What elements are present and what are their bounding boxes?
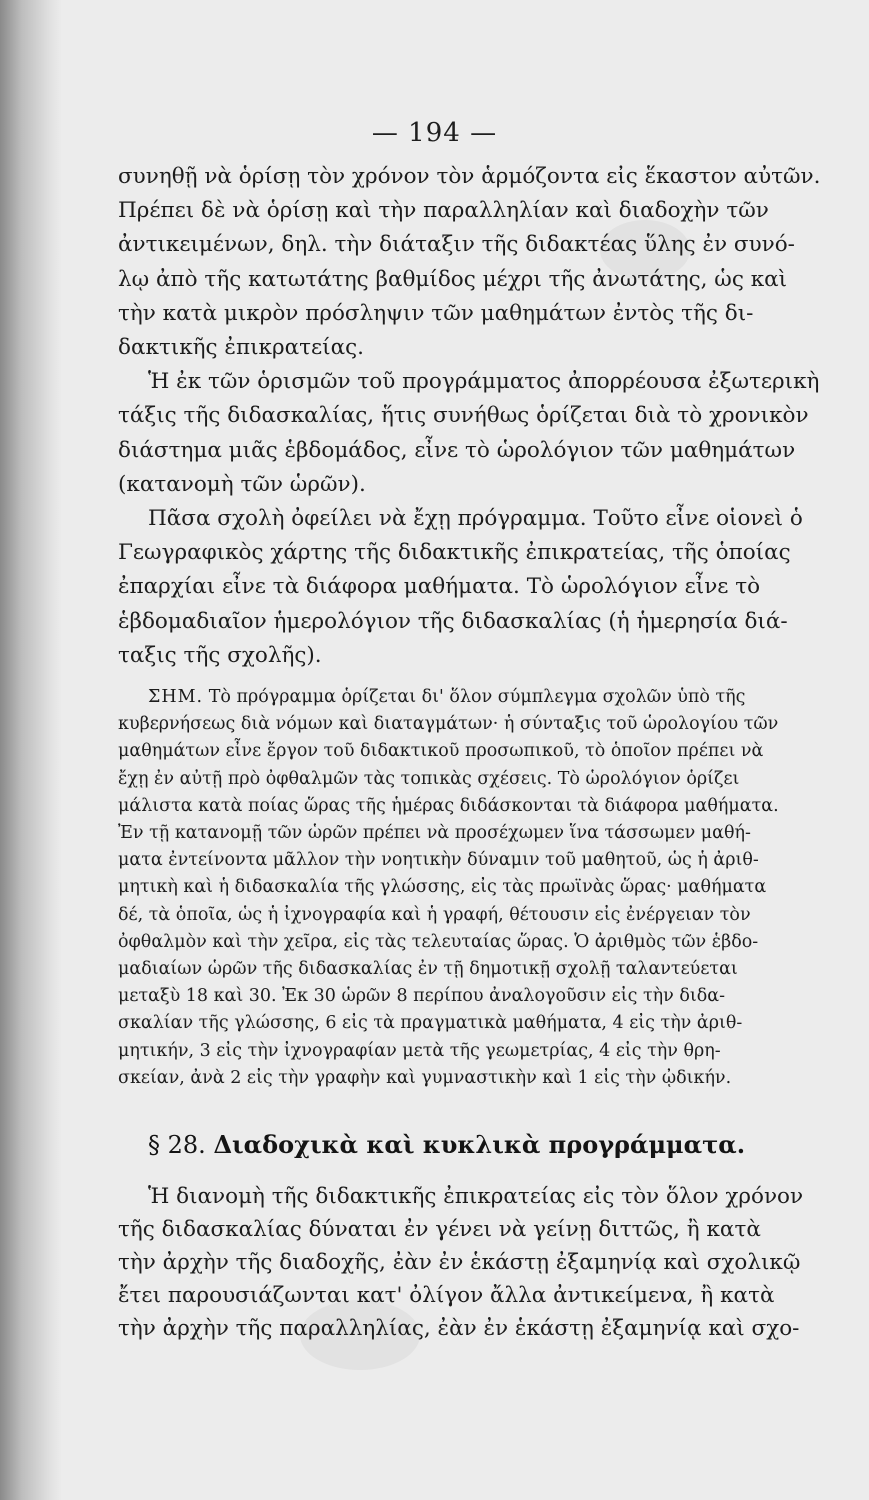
text-line: μαθημάτων εἶνε ἔργον τοῦ διδακτικοῦ προσωπικοῦ, τὸ ὁποῖον πρέπει νὰ bbox=[118, 741, 764, 762]
text-line: Πρέπει δὲ νὰ ὁρίσῃ καὶ τὴν παραλληλίαν καὶ διαδοχὴν τῶν bbox=[118, 198, 769, 224]
text-line bbox=[118, 684, 821, 711]
text-line: Γεωγραφικὸς χάρτης τῆς διδακτικῆς ἐπικρατείας, τῆς ὁποίας bbox=[118, 540, 791, 566]
section-title: Διαδοχικὰ καὶ κυκλικὰ προγράμματα. bbox=[213, 1130, 746, 1159]
text-line: ὀφθαλμὸν καὶ τὴν χεῖρα, εἰς τὰς τελευταίας ὥρας. Ὁ ἀριθμὸς τῶν ἑβδο- bbox=[118, 931, 759, 952]
page-binding-shadow bbox=[0, 0, 62, 1500]
text-line: σκείαν, ἀνὰ 2 εἰς τὴν γραφὴν καὶ γυμναστικὴν καὶ 1 εἰς τὴν ᾠδικήν. bbox=[118, 1067, 732, 1088]
paragraph-3 bbox=[118, 502, 821, 673]
text-line: τῆς διδασκαλίας δύναται ἐν γένει νὰ γείνῃ διττῶς, ἢ κατὰ bbox=[118, 1217, 761, 1242]
text-line: ταξις τῆς σχολῆς). bbox=[118, 642, 322, 668]
paragraph-2 bbox=[118, 365, 821, 502]
text-line: τὴν ἀρχὴν τῆς παραλληλίας, ἐὰν ἐν ἑκάστῃ ἐξαμηνίᾳ καὶ σχο- bbox=[118, 1316, 800, 1341]
text-line: Πᾶσα σχολὴ ὀφείλει νὰ ἔχῃ πρόγραμμα. Τοῦτο εἶνε οἱονεὶ ὁ bbox=[148, 506, 803, 532]
footnote-block bbox=[118, 684, 821, 1092]
text-line: ἀντικειμένων, δηλ. τὴν διάταξιν τῆς διδακτέας ὕλης ἐν συνό- bbox=[118, 232, 795, 258]
note-line-text: Τὸ πρόγραμμα ὁρίζεται δι' ὅλον σύμπλεγμα σχολῶν ὑπὸ τῆς bbox=[208, 687, 746, 707]
text-line: μητικήν, 3 εἰς τὴν ἰχνογραφίαν μετὰ τῆς γεωμετρίας, 4 εἰς τὴν θρη- bbox=[118, 1040, 721, 1061]
text-line: δακτικῆς ἐπικρατείας. bbox=[118, 335, 364, 361]
text-line: Ἐν τῇ κατανομῇ τῶν ὡρῶν πρέπει νὰ προσέχωμεν ἵνα τάσσωμεν μαθή- bbox=[118, 823, 751, 844]
text-line: Ἡ διανομὴ τῆς διδακτικῆς ἐπικρατείας εἰς τὸν ὅλον χρόνον bbox=[148, 1184, 804, 1209]
text-line: ἔτει παρουσιάζωνται κατ' ὀλίγον ἄλλα ἀντικείμενα, ἢ κατὰ bbox=[118, 1283, 775, 1308]
text-line: τὴν ἀρχὴν τῆς διαδοχῆς, ἐὰν ἐν ἑκάστῃ ἐξαμηνίᾳ καὶ σχολικῷ bbox=[118, 1250, 801, 1275]
text-line: Ἡ ἐκ τῶν ὁρισμῶν τοῦ προγράμματος ἀπορρέουσα ἐξωτερικὴ bbox=[148, 369, 820, 395]
paragraph-1 bbox=[118, 160, 821, 365]
text-line: μαδιαίων ὡρῶν τῆς διδασκαλίας ἐν τῇ δημοτικῇ σχολῇ ταλαντεύεται bbox=[118, 959, 738, 980]
note-label: ΣΗΜ. bbox=[148, 687, 204, 707]
section-number: § 28. bbox=[148, 1131, 206, 1159]
body-text bbox=[118, 160, 821, 673]
text-line: συνηθῇ νὰ ὁρίσῃ τὸν χρόνον τὸν ἁρμόζοντα εἰς ἕκαστον αὐτῶν. bbox=[118, 164, 821, 189]
page-number: — 194 — bbox=[371, 118, 498, 148]
text-line: κυβερνήσεως διὰ νόμων καὶ διαταγμάτων· ἡ σύνταξις τοῦ ὡρολογίου τῶν bbox=[118, 714, 779, 735]
text-line: μάλιστα κατὰ ποίας ὥρας τῆς ἡμέρας διδάσκονται τὰ διάφορα μαθήματα. bbox=[118, 795, 779, 816]
text-line: τὴν κατὰ μικρὸν πρόσληψιν τῶν μαθημάτων ἐντὸς τῆς δι- bbox=[118, 300, 754, 326]
text-line: δέ, τὰ ὁποῖα, ὡς ἡ ἰχνογραφία καὶ ἡ γραφή, θέτουσιν εἰς ἐνέργειαν τὸν bbox=[118, 904, 751, 925]
section-heading bbox=[148, 1130, 821, 1159]
text-line: σκαλίαν τῆς γλώσσης, 6 εἰς τὰ πραγματικὰ μαθήματα, 4 εἰς τὴν ἀριθ- bbox=[118, 1013, 743, 1034]
text-line: ματα ἐντείνοντα μᾶλλον τὴν νοητικὴν δύναμιν τοῦ μαθητοῦ, ὡς ἡ ἀριθ- bbox=[118, 850, 759, 871]
text-line: διάστημα μιᾶς ἑβδομάδος, εἶνε τὸ ὡρολόγιον τῶν μαθημάτων bbox=[118, 437, 796, 463]
text-line: ἐπαρχίαι εἶνε τὰ διάφορα μαθήματα. Τὸ ὡρολόγιον εἶνε τὸ bbox=[118, 574, 761, 600]
text-line: (κατανομὴ τῶν ὡρῶν). bbox=[118, 471, 366, 497]
text-line: τάξις τῆς διδασκαλίας, ἥτις συνήθως ὁρίζεται διὰ τὸ χρονικὸν bbox=[118, 403, 809, 429]
final-paragraph bbox=[118, 1180, 821, 1345]
text-line: ἔχῃ ἐν αὐτῇ πρὸ ὀφθαλμῶν τὰς τοπικὰς σχέσεις. Τὸ ὡρολόγιον ὁρίζει bbox=[118, 768, 740, 789]
text-line: μητικὴ καὶ ἡ διδασκαλία τῆς γλώσσης, εἰς τὰς πρωϊνὰς ὥρας· μαθήματα bbox=[118, 877, 767, 898]
text-line: ἑβδομαδιαῖον ἡμερολόγιον τῆς διδασκαλίας (ἡ ἡμερησία διά- bbox=[118, 608, 788, 634]
text-line: λῳ ἀπὸ τῆς κατωτάτης βαθμίδος μέχρι τῆς ἀνωτάτης, ὡς καὶ bbox=[118, 266, 788, 292]
text-line: μεταξὺ 18 καὶ 30. Ἐκ 30 ὡρῶν 8 περίπου ἀναλογοῦσιν εἰς τὴν διδα- bbox=[118, 986, 725, 1007]
